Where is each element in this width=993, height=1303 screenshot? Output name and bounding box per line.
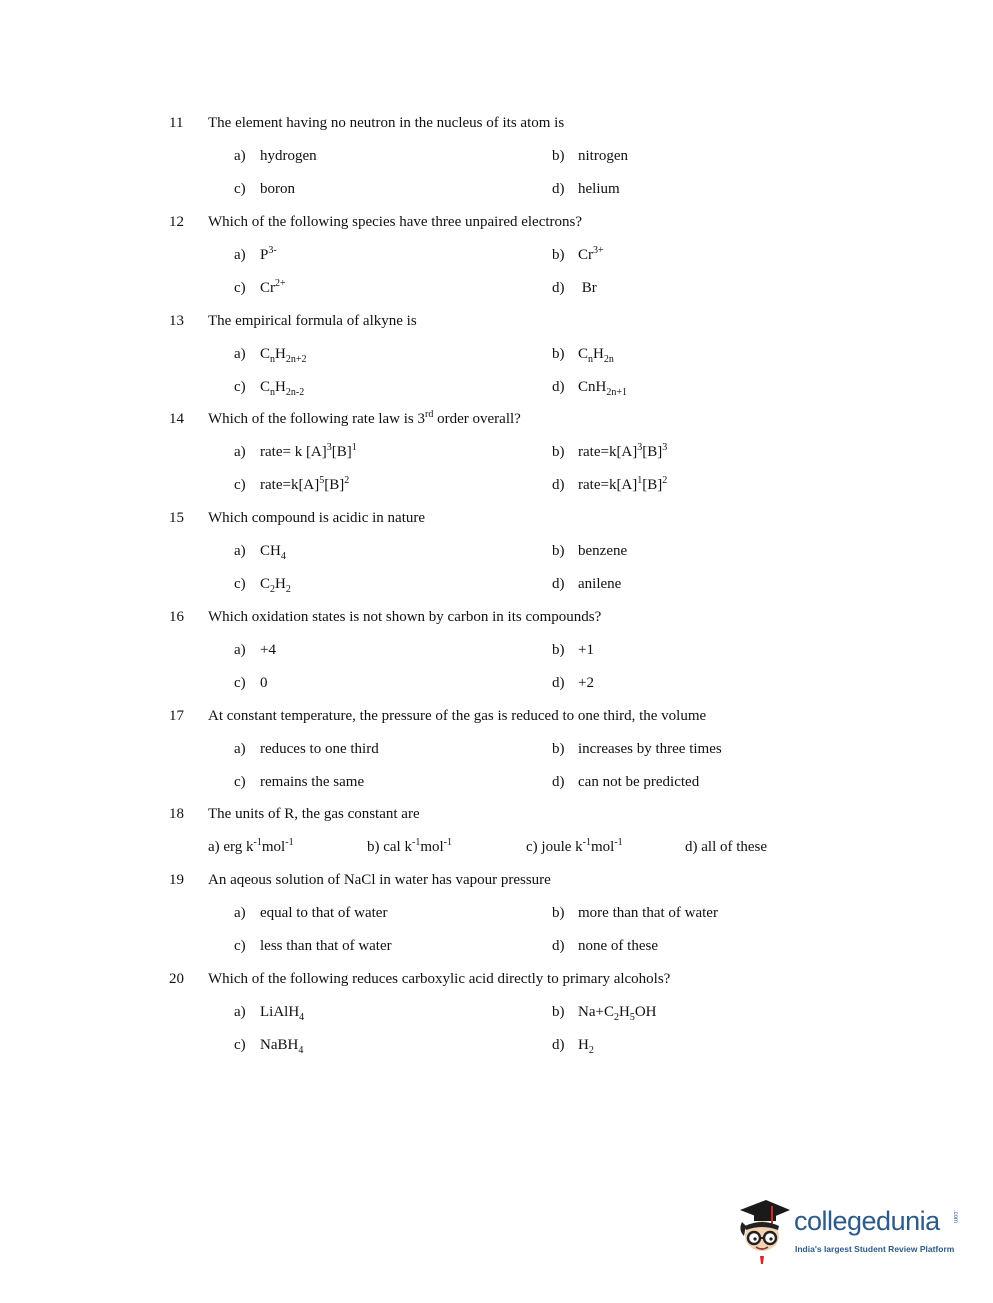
- option-text: $rate=k[A]^3[B]^3$: [578, 442, 668, 460]
- option-a: a) LiAlH$_4$: [234, 1004, 305, 1023]
- question-number: 17: [169, 708, 184, 724]
- question-text: The empirical formula of alkyne is: [208, 313, 417, 329]
- collegedunia-logo[interactable]: [734, 1196, 964, 1266]
- option-d: d) can not be predicted: [552, 774, 700, 790]
- option-a: a) rate= k $[A]^3[B]^1$: [234, 442, 357, 460]
- option-text: none of these: [578, 938, 658, 954]
- option-text: c) joule $k^{-1}mol^{-1}$: [526, 837, 623, 855]
- question-text: The element having no neutron in the nucleus of its atom is: [208, 115, 565, 131]
- option-b: b) increases by three times: [552, 741, 722, 757]
- option-b: [367, 837, 452, 857]
- question-number: 11: [169, 115, 184, 131]
- question-number: 20: [169, 971, 184, 987]
- option-a: a) reduces to one third: [234, 741, 379, 757]
- option-c: c) $C_2H_2$: [234, 576, 291, 595]
- option-text: +2: [578, 675, 594, 691]
- option-text: $Na+C_2H_5OH$: [578, 1004, 657, 1023]
- option-c: c) boron: [234, 181, 295, 197]
- option-text: $P^{3-}$: [260, 245, 277, 263]
- option-text: a) erg $k^{-1}mol^{-1}$: [208, 837, 294, 855]
- option-b: b) $C_nH_{2n}$: [552, 346, 614, 365]
- option-a: a) $CH_4$: [234, 543, 286, 562]
- option-d: d) +2: [552, 675, 594, 691]
- option-d: d) helium: [552, 181, 620, 197]
- option-text: $CH_4$: [260, 543, 286, 562]
- option-text: $C_nH_{2n}$: [578, 346, 614, 365]
- option-text: benzene: [578, 543, 628, 559]
- option-text: LiAlH$_4$: [260, 1004, 305, 1023]
- option-b: b) $rate=k[A]^3[B]^3$: [552, 442, 668, 460]
- option-b: b) nitrogen: [552, 148, 628, 164]
- option-text: Br: [578, 280, 597, 296]
- option-text: can not be predicted: [578, 774, 700, 790]
- option-a: a) equal to that of water: [234, 905, 388, 921]
- option-text: CnH$_{2n+1}$: [578, 379, 627, 398]
- option-text: remains the same: [260, 774, 365, 790]
- option-c: c) less than that of water: [234, 938, 392, 954]
- option-d: d) $rate=k[A]^1[B]^2$: [552, 475, 668, 493]
- option-d: d) Br: [552, 280, 597, 296]
- question-number: 14: [169, 411, 184, 427]
- option-a: a) hydrogen: [234, 148, 317, 164]
- option-text: nitrogen: [578, 148, 628, 164]
- option-text: $C_2H_2$: [260, 576, 291, 595]
- question-text: Which of the following species have three unpaired electrons?: [208, 214, 583, 230]
- logo-suffix: .com: [952, 1210, 958, 1224]
- question-number: 18: [169, 806, 184, 822]
- option-c: c) $C_nH_{2n-2}$: [234, 379, 305, 398]
- option-c: [526, 837, 623, 857]
- option-a: a) +4: [234, 642, 276, 658]
- option-text: +1: [578, 642, 594, 658]
- option-text: $Cr^{2+}$: [260, 278, 286, 296]
- option-a: a) $P^{3-}$: [234, 245, 277, 263]
- question-text: Which oxidation states is not shown by carbon in its compounds?: [208, 609, 602, 625]
- question-text: An aqeous solution of NaCl in water has vapour pressure: [208, 872, 551, 888]
- option-c: c) remains the same: [234, 774, 365, 790]
- option-b: b) +1: [552, 642, 594, 658]
- option-d: d) CnH$_{2n+1}$: [552, 379, 627, 398]
- option-text: helium: [578, 181, 620, 197]
- question-text: Which of the following rate law is 3rd order overall?: [208, 409, 521, 427]
- question-number: 13: [169, 313, 184, 329]
- option-c: c) 0: [234, 675, 268, 691]
- question-text: At constant temperature, the pressure of the gas is reduced to one third, the volume: [208, 708, 707, 724]
- option-c: c) $rate=k[A]^5[B]^2$: [234, 475, 350, 493]
- question-number: 19: [169, 872, 184, 888]
- option-a: a) $C_nH_{2n+2}$: [234, 346, 307, 365]
- question-text: Which compound is acidic in nature: [208, 510, 426, 526]
- option-b: b) benzene: [552, 543, 628, 559]
- question-text: Which of the following reduces carboxylic acid directly to primary alcohols?: [208, 971, 671, 987]
- option-text: $C_nH_{2n-2}$: [260, 379, 305, 398]
- option-text: rate= k $[A]^3[B]^1$: [260, 442, 357, 460]
- option-text: $H_2$: [578, 1037, 594, 1056]
- logo-wordmark: collegedunia: [794, 1206, 940, 1236]
- question-number: 16: [169, 609, 184, 625]
- option-d: d) anilene: [552, 576, 622, 592]
- option-text: reduces to one third: [260, 741, 379, 757]
- question-number: 15: [169, 510, 184, 526]
- question-number: 12: [169, 214, 184, 230]
- option-text: less than that of water: [260, 938, 392, 954]
- option-text: 0: [260, 675, 268, 691]
- mascot-icon: [734, 1196, 792, 1266]
- logo-tagline: India's largest Student Review Platform: [795, 1244, 955, 1254]
- option-b: b) more than that of water: [552, 905, 718, 921]
- option-c: c) $Cr^{2+}$: [234, 278, 286, 296]
- option-text: anilene: [578, 576, 622, 592]
- question-text: The units of R, the gas constant are: [208, 806, 420, 822]
- option-a: [208, 837, 294, 857]
- option-text: $rate=k[A]^5[B]^2$: [260, 475, 350, 493]
- option-d: d) none of these: [552, 938, 658, 954]
- option-text: more than that of water: [578, 905, 718, 921]
- option-text: $Cr^{3+}$: [578, 245, 604, 263]
- option-d: [685, 837, 767, 857]
- option-text: equal to that of water: [260, 905, 388, 921]
- option-b: b) $Cr^{3+}$: [552, 245, 604, 263]
- option-text: hydrogen: [260, 148, 317, 164]
- option-text: d) all of these: [685, 839, 768, 855]
- option-text: +4: [260, 642, 276, 658]
- option-text: NaBH$_4$: [260, 1037, 304, 1056]
- option-d: d) $H_2$: [552, 1037, 594, 1056]
- option-text: increases by three times: [578, 741, 722, 757]
- option-text: $rate=k[A]^1[B]^2$: [578, 475, 668, 493]
- option-text: $C_nH_{2n+2}$: [260, 346, 307, 365]
- option-text: boron: [260, 181, 295, 197]
- option-text: b) cal $k^{-1}mol^{-1}$: [367, 837, 453, 855]
- option-b: b) $Na+C_2H_5OH$: [552, 1004, 657, 1023]
- option-c: c) NaBH$_4$: [234, 1037, 304, 1056]
